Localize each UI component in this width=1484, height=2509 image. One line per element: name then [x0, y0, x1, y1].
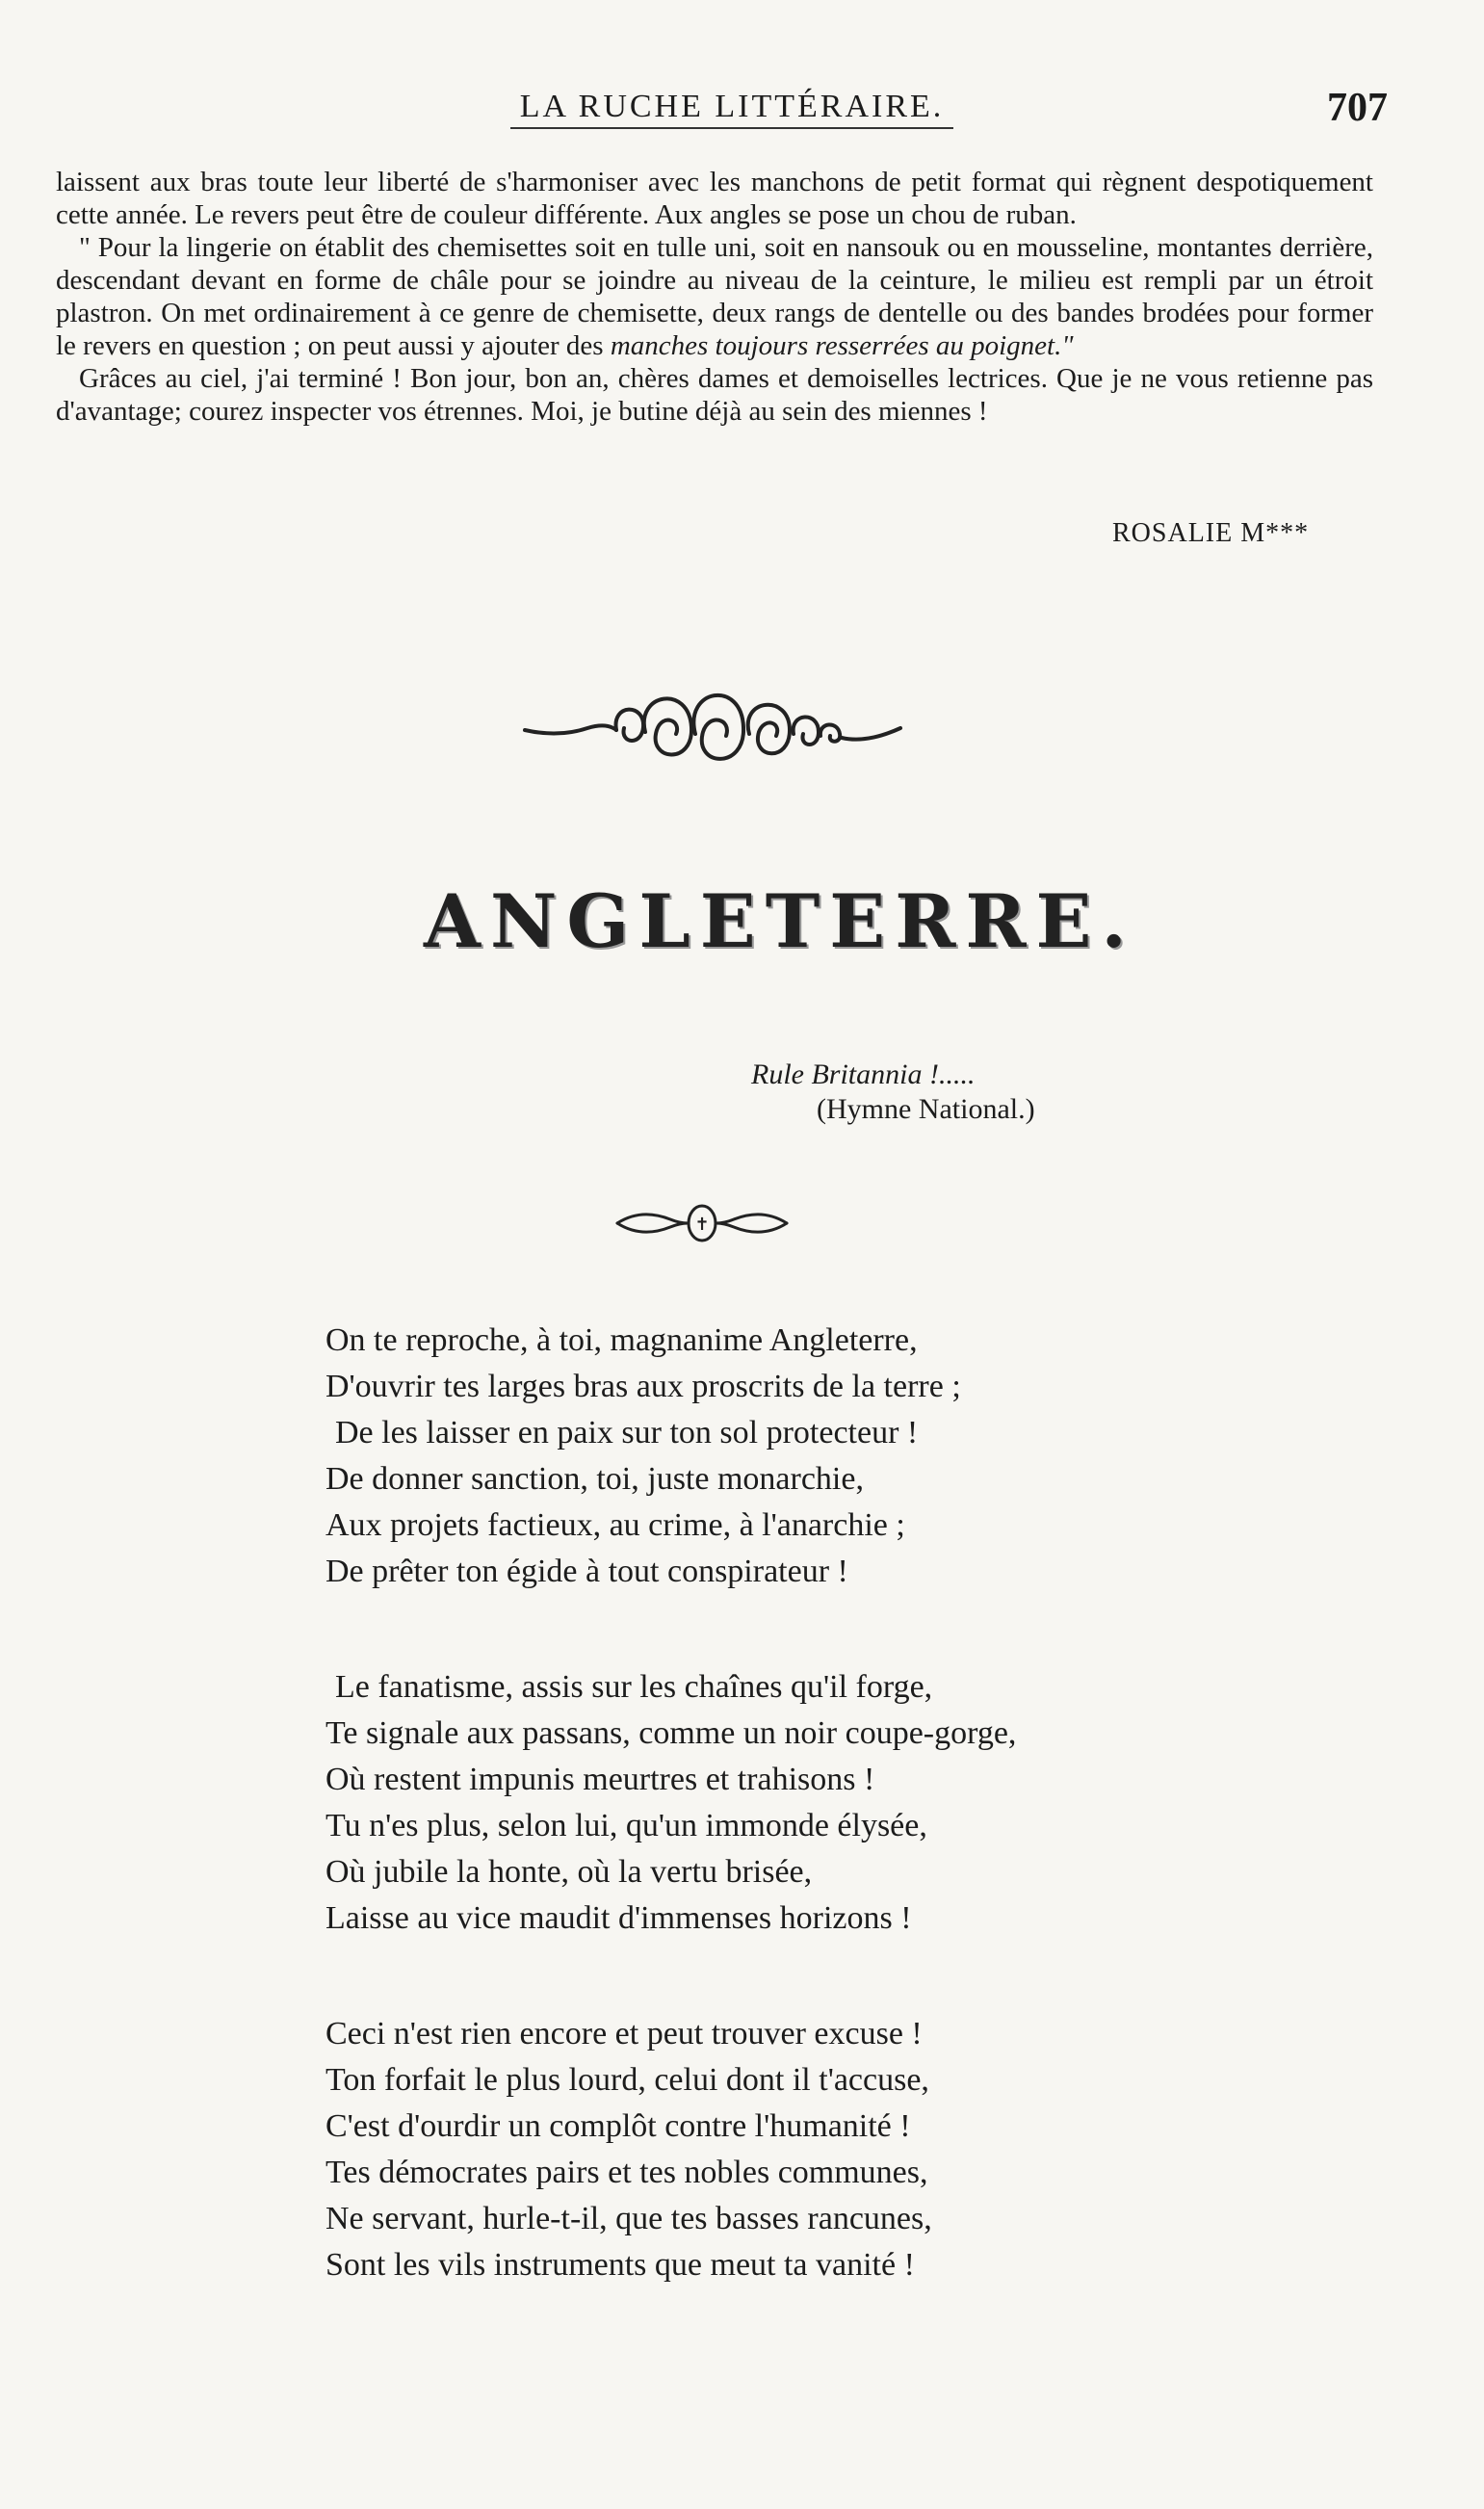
prose-paragraph	[56, 231, 1373, 362]
verse-line: Ton forfait le plus lourd, celui dont il t'accuse,	[325, 2062, 929, 2098]
verse-line: Ceci n'est rien encore et peut trouver excuse !	[325, 2016, 923, 2052]
author-signature: ROSALIE M***	[1112, 518, 1310, 548]
epigraph-quote: Rule Britannia !.....	[751, 1058, 976, 1090]
verse-line: C'est d'ourdir un complôt contre l'humanité !	[325, 2108, 911, 2144]
svg-text:✝: ✝	[694, 1215, 710, 1235]
verse-line: De donner sanction, toi, juste monarchie,	[325, 1461, 864, 1497]
verse-line: Ne servant, hurle-t-il, que tes basses rancunes,	[325, 2201, 932, 2236]
small-ornament	[612, 1194, 792, 1252]
prose-section	[56, 166, 1373, 428]
epigraph-source: (Hymne National.)	[817, 1093, 1035, 1125]
verse-line: Te signale aux passans, comme un noir coupe-gorge,	[325, 1715, 1017, 1751]
stanza	[325, 1664, 1192, 1942]
poem-body	[325, 1318, 1192, 2358]
stanza	[325, 1318, 1192, 1595]
verse-line: Tes démocrates pairs et tes nobles communes,	[325, 2155, 928, 2190]
verse-line: Où jubile la honte, où la vertu brisée,	[325, 1854, 813, 1890]
verse-line: Sont les vils instruments que meut ta vanité !	[325, 2247, 915, 2283]
prose-paragraph: Grâces au ciel, j'ai terminé ! Bon jour, bon an, chères dames et demoiselles lectrices. Que je ne vous retienne pas d'avantage; courez inspecter vos étrennes. Moi, je butine déjà au sein des miennes !	[56, 363, 1373, 427]
verse-line: On te reproche, à toi, magnanime Angleterre,	[325, 1322, 918, 1358]
running-head	[0, 86, 1484, 135]
verse-line: Tu n'es plus, selon lui, qu'un immonde élysée,	[325, 1808, 927, 1843]
epigraph	[751, 1058, 1035, 1127]
flourish-ornament	[520, 674, 905, 780]
italic-phrase: manches toujours resserrées au poignet."	[610, 330, 1074, 361]
verse-line: D'ouvrir tes larges bras aux proscrits de la terre ;	[325, 1369, 961, 1404]
verse-line: Le fanatisme, assis sur les chaînes qu'il forge,	[335, 1669, 933, 1705]
verse-line: Où restent impunis meurtres et trahisons !	[325, 1762, 875, 1797]
verse-line: De prêter ton égide à tout conspirateur !	[325, 1554, 848, 1589]
page-number: 707	[1327, 86, 1388, 130]
verse-line: De les laisser en paix sur ton sol protecteur !	[335, 1415, 919, 1451]
verse-line: Aux projets factieux, au crime, à l'anarchie ;	[325, 1507, 905, 1543]
verse-line: Laisse au vice maudit d'immenses horizons !	[325, 1900, 912, 1936]
journal-title: LA RUCHE LITTÉRAIRE.	[510, 89, 953, 129]
prose-paragraph-text: " Pour la lingerie on établit des chemisettes soit en tulle uni, soit en nansouk ou en mousseline, montantes derrière, descendant devant en forme de châle pour se joindre au niveau de la ceinture, le milieu est rempli par un étroit plastron. On met ordinairement à ce genre de chemisette, deux rangs de dentelle ou des bandes brodées pour former le revers en question ; on peut aussi y ajouter des	[56, 232, 1373, 361]
poem-title: ANGLETERRE.	[424, 878, 1136, 964]
prose-paragraph: laissent aux bras toute leur liberté de s'harmoniser avec les manchons de petit format qui règnent despotiquement cette année. Le revers peut être de couleur différente. Aux angles se pose un chou de ruban.	[56, 167, 1373, 230]
stanza	[325, 2011, 1192, 2288]
